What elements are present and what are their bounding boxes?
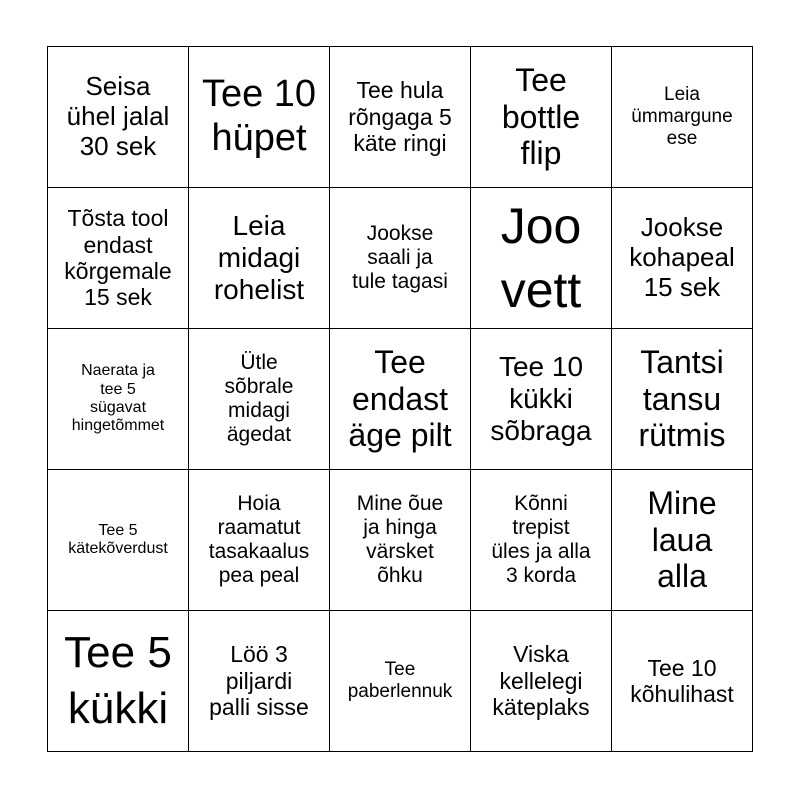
bingo-cell-11[interactable] (48, 329, 189, 470)
cell-text: Tee bottle flip (501, 61, 581, 172)
cell-text: Tee 5 kükki (64, 628, 172, 733)
cell-text: Mine õue ja hinga värsket õhku (356, 491, 444, 588)
bingo-cell-7[interactable] (189, 188, 330, 329)
bingo-cell-5[interactable] (612, 47, 753, 188)
cell-text: Hoia raamatut tasakaalus pea peal (208, 491, 310, 588)
cell-text: Tee endast äge pilt (348, 343, 452, 454)
cell-text: Tee 10 kõhulihast (630, 654, 734, 707)
cell-text: Jookse kohapeal 15 sek (629, 212, 735, 302)
cell-text: Tee paberlennuk (347, 659, 453, 702)
cell-text: Jookse saali ja tule tagasi (352, 221, 448, 294)
bingo-cell-24[interactable] (471, 611, 612, 752)
cell-text: Viska kellelegi käteplaks (492, 641, 590, 721)
bingo-cell-20[interactable] (612, 470, 753, 611)
bingo-cell-6[interactable] (48, 188, 189, 329)
cell-text: Ütle sõbrale midagi ägedat (224, 350, 294, 447)
cell-text: Leia midagi rohelist (213, 209, 305, 306)
bingo-cell-2[interactable] (189, 47, 330, 188)
cell-text: Tee hula rõngaga 5 käte ringi (348, 77, 452, 157)
cell-text: Naerata ja tee 5 sügavat hingetõmmet (71, 362, 165, 435)
cell-text: Tõsta tool endast kõrgemale 15 sek (64, 205, 172, 311)
bingo-cell-14[interactable] (471, 329, 612, 470)
bingo-cell-1[interactable] (48, 47, 189, 188)
cell-text: Seisa ühel jalal 30 sek (66, 71, 170, 161)
bingo-cell-21[interactable] (48, 611, 189, 752)
bingo-cell-15[interactable] (612, 329, 753, 470)
bingo-cell-9[interactable] (471, 188, 612, 329)
bingo-cell-12[interactable] (189, 329, 330, 470)
bingo-cell-17[interactable] (189, 470, 330, 611)
cell-text: Tee 5 kätekõverdust (68, 521, 168, 557)
bingo-cell-13[interactable] (330, 329, 471, 470)
cell-text: Joo vett (500, 197, 582, 318)
bingo-cell-10[interactable] (612, 188, 753, 329)
cell-text: Leia ümmargune ese (631, 84, 733, 149)
cell-text: Tantsi tansu rütmis (638, 343, 726, 454)
bingo-cell-4[interactable] (471, 47, 612, 188)
cell-text: Mine laua alla (647, 484, 717, 595)
cell-text: Tee 10 hüpet (201, 73, 317, 159)
bingo-cell-3[interactable] (330, 47, 471, 188)
bingo-cell-18[interactable] (330, 470, 471, 611)
bingo-cell-22[interactable] (189, 611, 330, 752)
bingo-cell-16[interactable] (48, 470, 189, 611)
bingo-cell-8[interactable] (330, 188, 471, 329)
cell-text: Löö 3 piljardi palli sisse (209, 641, 309, 721)
cell-text: Tee 10 kükki sõbraga (490, 350, 592, 447)
cell-text: Kõnni trepist üles ja alla 3 korda (491, 491, 591, 588)
bingo-cell-25[interactable] (612, 611, 753, 752)
bingo-cell-19[interactable] (471, 470, 612, 611)
bingo-cell-23[interactable] (330, 611, 471, 752)
bingo-board (47, 46, 753, 752)
